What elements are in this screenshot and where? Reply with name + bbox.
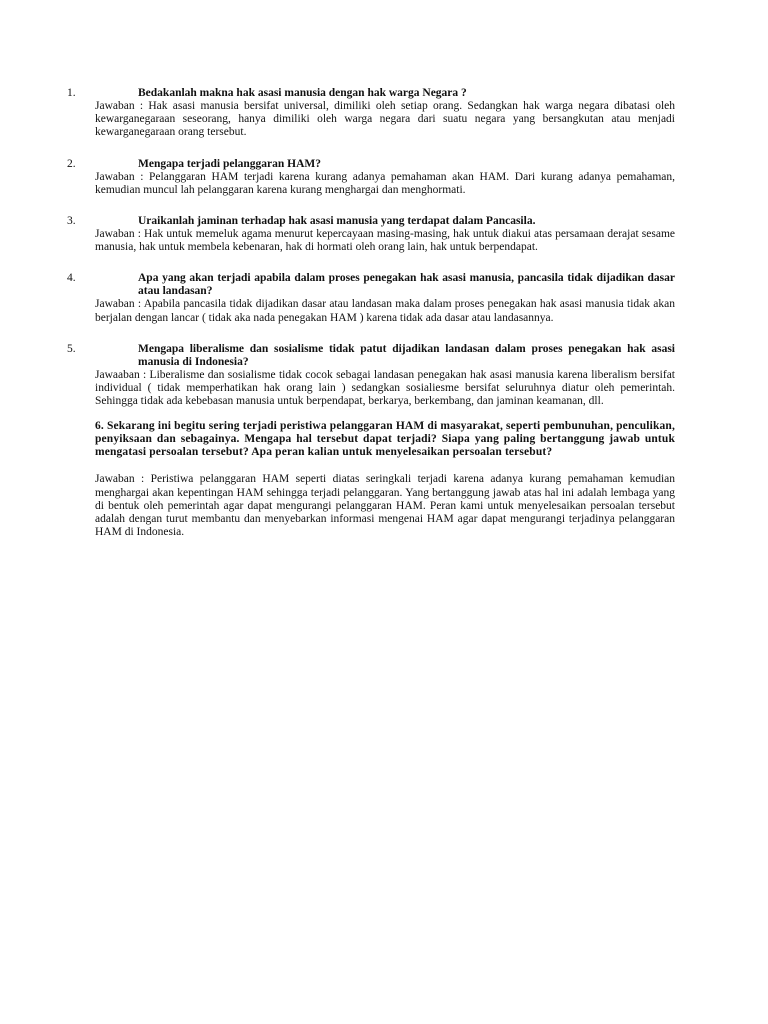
qa-list xyxy=(67,87,675,557)
question-number: 5. xyxy=(67,342,76,355)
question-row xyxy=(67,215,675,228)
question-text: Apa yang akan terjadi apabila dalam proses penegakan hak asasi manusia, pancasila tidak dijadikan dasar atau landasan? xyxy=(138,272,675,298)
qa-item-3 xyxy=(67,215,675,254)
question-text: Uraikanlah jaminan terhadap hak asasi manusia yang terdapat dalam Pancasila. xyxy=(138,215,536,228)
qa-item-6 xyxy=(67,420,675,539)
question-row xyxy=(67,343,675,369)
question-row xyxy=(67,272,675,298)
answer-text: Jawaban : Apabila pancasila tidak dijadikan dasar atau landasan maka dalam proses penegakan hak asasi manusia tidak akan berjalan dengan lancar ( tidak aka nada penegakan HAM ) karena tidak ada dasar atau landasannya. xyxy=(95,298,675,324)
question-number: 2. xyxy=(67,157,76,170)
question-text: Bedakanlah makna hak asasi manusia dengan hak warga Negara ? xyxy=(138,87,467,99)
question-6-text: 6. Sekarang ini begitu sering terjadi peristiwa pelanggaran HAM di masyarakat, seperti pembunuhan, penculikan, penyiksaan dan sebagainya. Mengapa hal tersebut dapat terjadi? Siapa yang paling bertanggung jawab untuk mengatasi persoalan tersebut? Apa peran kalian untuk menyelesaikan persoalan tersebut? xyxy=(95,420,675,459)
question-number: 4. xyxy=(67,272,76,285)
qa-item-2 xyxy=(67,158,675,197)
question-number: 3. xyxy=(67,215,76,228)
question-text: Mengapa terjadi pelanggaran HAM? xyxy=(138,157,322,170)
answer-text: Jawaban : Hak asasi manusia bersifat universal, dimiliki oleh setiap orang. Sedangkan hak warga negara dibatasi oleh kewarganegaraan seseorang, hanya dimiliki oleh warga negara dari suatu negara yang bersangkutan atau menjadi kewarganegaraan orang tersebut. xyxy=(95,100,675,139)
question-number: 1. xyxy=(67,87,76,99)
question-row xyxy=(67,87,675,100)
answer-text: Jawaban : Pelanggaran HAM terjadi karena kurang adanya pemahaman akan HAM. Dari kurang adanya pemahaman, kemudian muncul lah pelanggaran karena kurang menghargai dan menghormati. xyxy=(95,170,675,196)
qa-item-1 xyxy=(67,87,675,140)
qa-item-5 xyxy=(67,343,675,409)
answer-text: Jawaaban : Liberalisme dan sosialisme tidak cocok sebagai landasan penegakan hak asasi manusia karena liberalism bersifat individual ( tidak memperhatikan hak orang lain ) sedangkan sosialiesme bersifat seluruhnya diatur oleh pemerintah. Sehingga tidak ada kebebasan manusia untuk berpendapat, berkarya, berkembang, dan jaminan keamanan, dll. xyxy=(95,368,675,408)
question-text: Mengapa liberalisme dan sosialisme tidak patut dijadikan landasan dalam proses penegakan hak asasi manusia di Indonesia? xyxy=(138,342,675,368)
answer-6-text: Jawaban : Peristiwa pelanggaran HAM seperti diatas seringkali terjadi karena adanya kurang pemahaman kemudian menghargai akan kepentingan HAM sehingga terjadi pelanggaran. Yang bertanggung jawab atas hal ini adalah lembaga yang di bentuk oleh pemerintah agar dapat mengurangi pelanggaran HAM. Peran kami untuk menyelesaikan persoalan tersebut adalah dengan turut membantu dan menyebarkan informasi mengenai HAM agar dapat mengurangi terjadinya pelanggaran HAM di Indonesia. xyxy=(95,473,675,539)
answer-text: Jawaban : Hak untuk memeluk agama menurut kepercayaan masing-masing, hak untuk diakui atas persamaan derajat sesame manusia, hak untuk membela kebenaran, hak di hormati oleh orang lain, hak untuk berpendapat. xyxy=(95,228,675,254)
question-row xyxy=(67,158,675,171)
qa-item-4 xyxy=(67,272,675,324)
